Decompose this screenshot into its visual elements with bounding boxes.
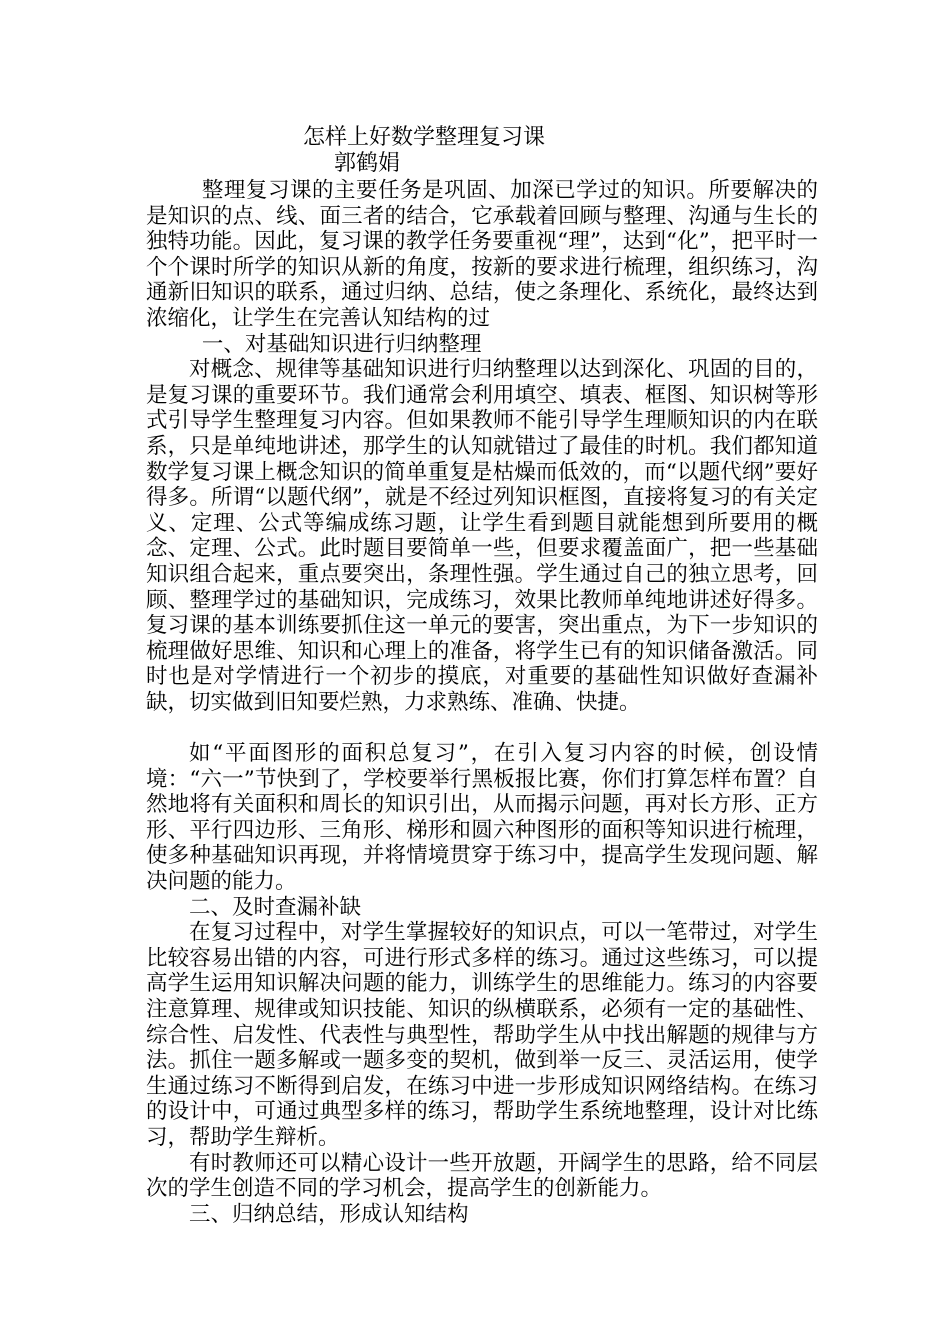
document-title: 怎样上好数学整理复习课 [303, 125, 546, 150]
blank-line [146, 715, 818, 741]
author-name: 郭鹤娟 [334, 151, 401, 176]
document-body [146, 178, 818, 1227]
body-paragraph: 有时教师还可以精心设计一些开放题，开阔学生的思路，给不同层次的学生创造不同的学习机会，提高学生的创新能力。 [146, 1150, 818, 1202]
body-paragraph: 如“平面图形的面积总复习”，在引入复习内容的时候，创设情境：“六一”节快到了，学校要举行黑板报比赛，你们打算怎样布置？自然地将有关面积和周长的知识引出，从而揭示问题，再对长方形、正方形、平行四边形、三角形、梯形和圆六种图形的面积等知识进行梳理，使多种基础知识再现，并将情境贯穿于练习中，提高学生发现问题、解决问题的能力。 [146, 741, 818, 895]
section-heading-2: 二、及时查漏补缺 [189, 894, 362, 920]
section-heading-1: 一、对基础知识进行归纳整理 [201, 331, 482, 357]
intro-paragraph: 整理复习课的主要任务是巩固、加深已学过的知识。所要解决的是知识的点、线、面三者的结合，它承载着回顾与整理、沟通与生长的独特功能。因此，复习课的教学任务要重视“理”，达到“化”，把平时一个个课时所学的知识从新的角度，按新的要求进行梳理，组织练习，沟通新旧知识的联系，通过归纳、总结，使之条理化、系统化，最终达到浓缩化，让学生在完善认知结构的过 [146, 178, 818, 331]
body-paragraph: 在复习过程中，对学生掌握较好的知识点，可以一笔带过，对学生比较容易出错的内容，可进行形式多样的练习。通过这些练习，可以提高学生运用知识解决问题的能力，训练学生的思维能力。练习的内容要注意算理、规律或知识技能、知识的纵横联系，必须有一定的基础性、综合性、启发性、代表性与典型性，帮助学生从中找出解题的规律与方法。抓住一题多解或一题多变的契机，做到举一反三、灵活运用，使学生通过练习不断得到启发，在练习中进一步形成知识网络结构。在练习的设计中，可通过典型多样的练习，帮助学生系统地整理，设计对比练习，帮助学生辩析。 [146, 920, 818, 1150]
body-paragraph: 对概念、规律等基础知识进行归纳整理以达到深化、巩固的目的，是复习课的重要环节。我们通常会利用填空、填表、框图、知识树等形式引导学生整理复习内容。但如果教师不能引导学生理顺知识的内在联系，只是单纯地讲述，那学生的认知就错过了最佳的时机。我们都知道数学复习课上概念知识的简单重复是枯燥而低效的，而“以题代纲”要好得多。所谓“以题代纲”，就是不经过列知识框图，直接将复习的有关定义、定理、公式等编成练习题，让学生看到题目就能想到所要用的概念、定理、公式。此时题目要简单一些，但要求覆盖面广，把一些基础知识组合起来，重点要突出，条理性强。学生通过自己的独立思考，回顾、整理学过的基础知识，完成练习，效果比教师单纯地讲述好得多。复习课的基本训练要抓住这一单元的要害，突出重点，为下一步知识的梳理做好思维、知识和心理上的准备，将学生已有的知识储备激活。同时也是对学情进行一个初步的摸底，对重要的基础性知识做好查漏补缺，切实做到旧知要烂熟，力求熟练、准确、快捷。 [146, 357, 818, 715]
section-heading-3: 三、归纳总结，形成认知结构 [189, 1201, 469, 1227]
